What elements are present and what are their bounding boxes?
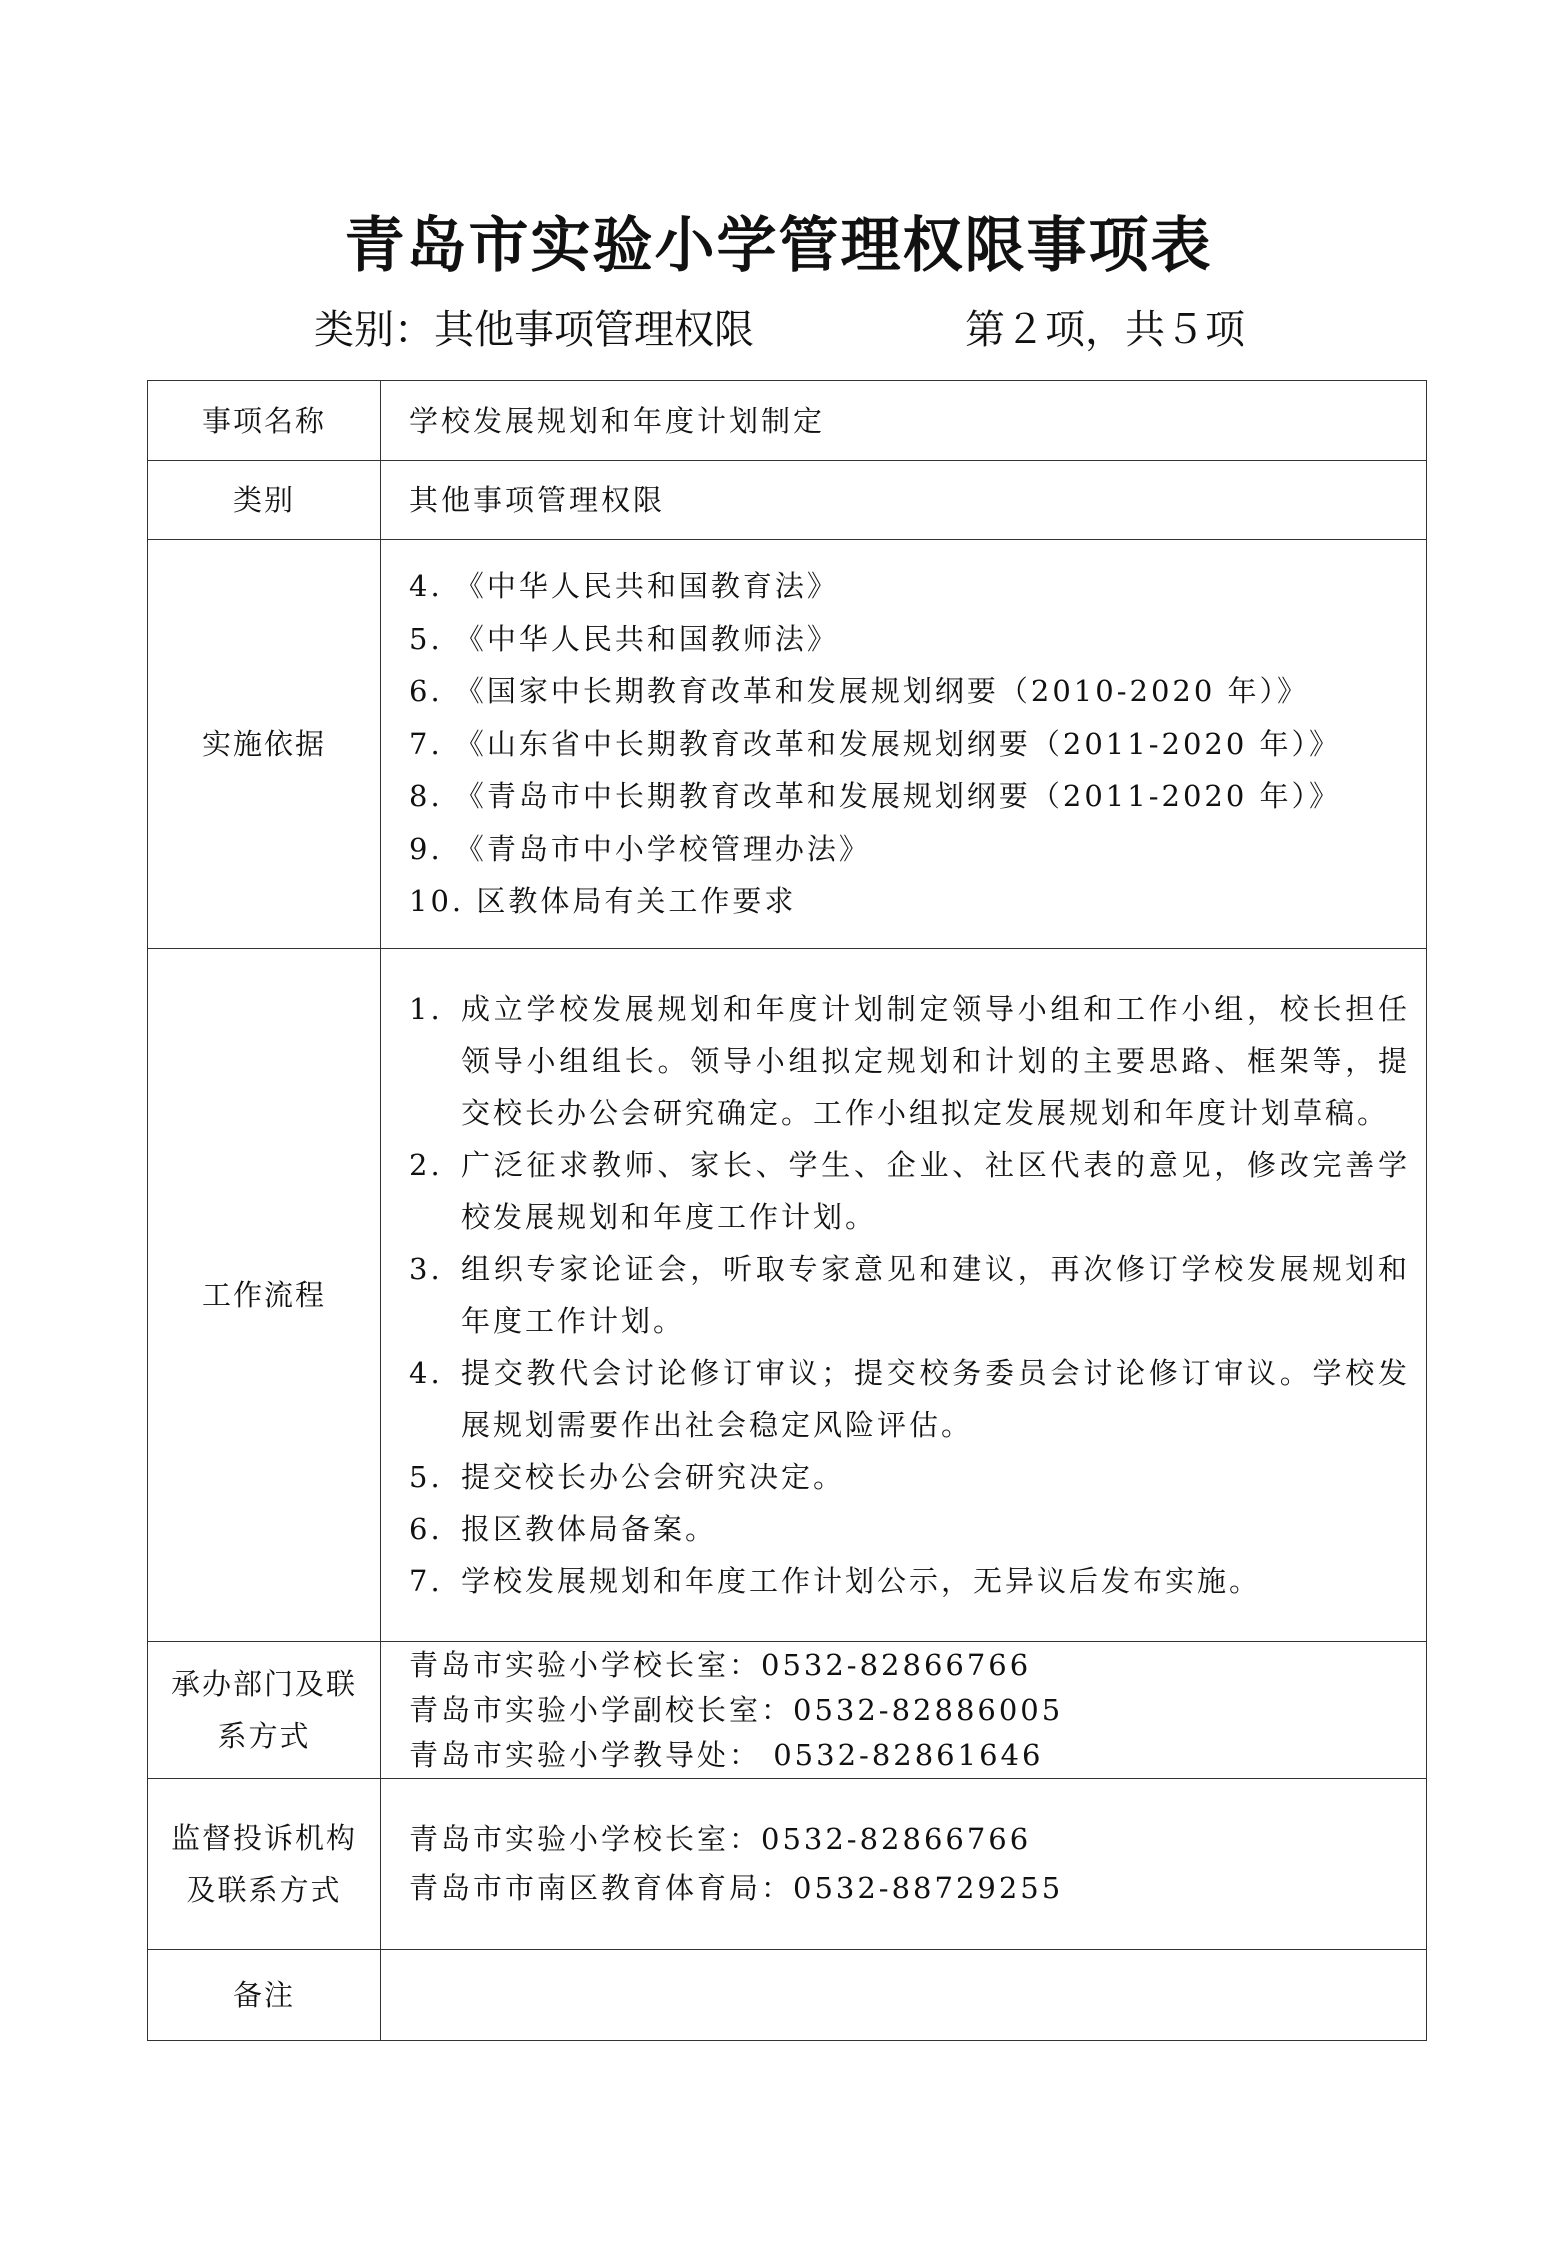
supervision-value	[381, 1779, 1427, 1950]
step-text: 报区教体局备案。	[461, 1512, 718, 1546]
remarks-label: 备注	[148, 1950, 381, 2041]
workflow-label: 工作流程	[148, 949, 381, 1642]
step-number: 5.	[409, 1460, 443, 1494]
step-number: 1.	[409, 992, 443, 1026]
item-name-value: 学校发展规划和年度计划制定	[381, 381, 1427, 461]
step-number: 3.	[409, 1252, 443, 1286]
basis-value	[381, 540, 1427, 949]
item-name-label: 事项名称	[148, 381, 381, 461]
step-number: 2.	[409, 1148, 443, 1182]
department-contact: 青岛市实验小学教导处： 0532-82861646	[409, 1737, 1044, 1772]
basis-item: 6. 《国家中长期教育改革和发展规划纲要（2010-2020 年）》	[409, 674, 1310, 709]
department-label-line: 系方式	[217, 1719, 311, 1753]
department-label-line: 承办部门及联	[170, 1667, 357, 1701]
row-workflow	[148, 949, 1427, 1642]
supervision-label-line: 及联系方式	[186, 1873, 342, 1907]
step-text: 学校发展规划和年度工作计划公示，无异议后发布实施。	[461, 1564, 1262, 1598]
supervision-contact: 青岛市市南区教育体育局：0532-88729255	[409, 1871, 1064, 1905]
page-title: 青岛市实验小学管理权限事项表	[344, 211, 1213, 281]
department-value	[381, 1642, 1427, 1779]
workflow-step	[409, 1243, 1410, 1347]
category-header: 类别：其他事项管理权限	[314, 307, 754, 353]
step-number: 7.	[409, 1564, 443, 1598]
basis-label: 实施依据	[148, 540, 381, 949]
department-label	[148, 1642, 381, 1779]
row-supervision	[148, 1779, 1427, 1950]
supervision-label	[148, 1779, 381, 1950]
row-basis	[148, 540, 1427, 949]
workflow-step	[409, 1451, 1410, 1503]
supervision-contact: 青岛市实验小学校长室：0532-82866766	[409, 1822, 1032, 1856]
category-label: 类别	[148, 461, 381, 540]
workflow-step	[409, 1347, 1410, 1451]
step-text: 提交教代会讨论修订审议；提交校务委员会讨论修订审议。学校发展规划需要作出社会稳定风险评估。	[461, 1356, 1410, 1442]
row-category	[148, 461, 1427, 540]
basis-item: 5. 《中华人民共和国教师法》	[409, 621, 839, 656]
step-text: 成立学校发展规划和年度计划制定领导小组和工作小组，校长担任领导小组组长。领导小组拟定规划和计划的主要思路、框架等，提交校长办公会研究确定。工作小组拟定发展规划和年度计划草稿。	[461, 992, 1410, 1130]
department-contact: 青岛市实验小学副校长室：0532-82886005	[409, 1692, 1064, 1727]
step-text: 广泛征求教师、家长、学生、企业、社区代表的意见，修改完善学校发展规划和年度工作计划。	[461, 1148, 1410, 1234]
department-contact: 青岛市实验小学校长室：0532-82866766	[409, 1647, 1032, 1682]
basis-item: 7. 《山东省中长期教育改革和发展规划纲要（2011-2020 年）》	[409, 726, 1342, 761]
workflow-value	[381, 949, 1427, 1642]
remarks-value	[381, 1950, 1427, 2041]
workflow-step	[409, 1139, 1410, 1243]
basis-item: 8. 《青岛市中长期教育改革和发展规划纲要（2011-2020 年）》	[409, 779, 1342, 814]
step-text: 提交校长办公会研究决定。	[461, 1460, 846, 1494]
row-remarks	[148, 1950, 1427, 2041]
item-count: 第２项，共５项	[965, 307, 1245, 353]
workflow-step	[409, 1503, 1410, 1555]
category-value: 其他事项管理权限	[381, 461, 1427, 540]
step-number: 4.	[409, 1356, 443, 1390]
basis-item: 10. 区教体局有关工作要求	[409, 884, 797, 919]
workflow-step	[409, 983, 1410, 1139]
basis-item: 9. 《青岛市中小学校管理办法》	[409, 831, 871, 866]
step-text: 组织专家论证会，听取专家意见和建议，再次修订学校发展规划和年度工作计划。	[461, 1252, 1410, 1338]
workflow-step	[409, 1555, 1410, 1607]
supervision-label-line: 监督投诉机构	[170, 1821, 357, 1855]
step-number: 6.	[409, 1512, 443, 1546]
matters-table	[147, 380, 1427, 2041]
row-department	[148, 1642, 1427, 1779]
row-item-name	[148, 381, 1427, 461]
basis-item: 4. 《中华人民共和国教育法》	[409, 569, 839, 604]
